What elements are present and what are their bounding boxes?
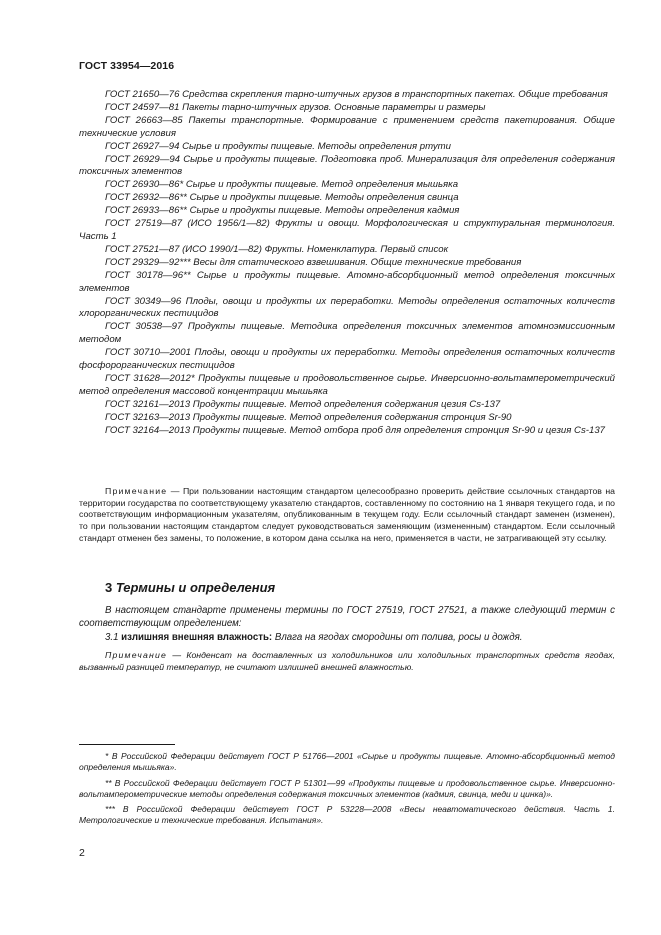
reference-item: ГОСТ 26930—86* Сырье и продукты пищевые. Метод определения мышьяка (105, 179, 459, 191)
reference-item: ГОСТ 29329—92*** Весы для статического взвешивания. Общие технические требования (105, 256, 522, 268)
normative-references-list (79, 89, 615, 437)
reference-item: ГОСТ 26929—94 Сырье и продукты пищевые. Подготовка проб. Минерализация для определения содержания токсичных элементов (79, 153, 615, 178)
section-intro-paragraph: В настоящем стандарте применены термины по ГОСТ 27519, ГОСТ 27521, а также следующий термин с соответствующим определением: (79, 605, 615, 629)
footnote-item: *** В Российской Федерации действует ГОСТ Р 53228—2008 «Весы неавтоматического действия. Часть 1. Метрологические и технические требования. Испытания». (79, 804, 615, 826)
reference-item: ГОСТ 27519—87 (ИСО 1956/1—82) Фрукты и овощи. Морфологическая и структуральная терминология. Часть 1 (79, 218, 615, 242)
term-definition (105, 631, 615, 644)
footnote-item: ** В Российской Федерации действует ГОСТ Р 51301—99 «Продукты пищевые и продовольственное сырье. Инверсионно-вольтамперометрические методы определения содержания токсичных элементов (кадмия, свинца, меди и цинка)». (79, 777, 615, 799)
reference-item: ГОСТ 32164—2013 Продукты пищевые. Метод отбора проб для определения стронция Sr-90 и цезия Cs-137 (105, 424, 605, 436)
reference-item: ГОСТ 30538—97 Продукты пищевые. Методика определения токсичных элементов атомноэмиссионным методом (79, 321, 615, 346)
footnote-item: * В Российской Федерации действует ГОСТ Р 51766—2001 «Сырье и продукты пищевые. Атомно-абсорбционный метод определения мышьяка». (79, 751, 615, 773)
footnotes (79, 751, 615, 831)
reference-item: ГОСТ 26932—86** Сырье и продукты пищевые. Методы определения свинца (105, 192, 459, 204)
section-title: Термины и определения (115, 580, 276, 595)
reference-item: ГОСТ 26663—85 Пакеты транспортные. Формирование с применением средств пакетирования. Общие технические условия (79, 114, 615, 139)
reference-item: ГОСТ 26933—86** Сырье и продукты пищевые. Методы определения кадмия (105, 205, 460, 217)
term-note-label: Примечание (105, 650, 168, 660)
reference-item: ГОСТ 30710—2001 Плоды, овощи и продукты их переработки. Методы определения остаточных количеств фосфорорганических пестицидов (79, 347, 615, 372)
term-note-text: — Конденсат на доставленных из холодильников или холодильных транспортных средств ягодах, вызванный разницей температур, не считают излишней внешней влажностью. (79, 650, 615, 672)
footnote-separator (79, 744, 175, 745)
page-header-standard-id: ГОСТ 33954—2016 (79, 60, 175, 72)
reference-item: ГОСТ 24597—81 Пакеты тарно-штучных грузов. Основные параметры и размеры (105, 101, 486, 113)
note-label: Примечание (105, 486, 168, 496)
page-number: 2 (79, 847, 85, 859)
reference-item: ГОСТ 30178—96** Сырье и продукты пищевые. Атомно-абсорбционный метод определения токсичных элементов (79, 269, 615, 294)
references-note (79, 486, 615, 545)
reference-item: ГОСТ 26927—94 Сырье и продукты пищевые. Методы определения ртути (105, 140, 451, 152)
reference-item: ГОСТ 31628—2012* Продукты пищевые и продовольственное сырье. Инверсионно-вольтамперометрический метод определения массовой концентрации мышьяка (79, 372, 615, 397)
term-number: 3.1 (105, 632, 119, 643)
term-note (79, 650, 615, 673)
note-text: — При пользовании настоящим стандартом целесообразно проверить действие ссылочных стандартов на территории государства по соответствующему указателю стандартов, составленному по состоянию на 1 января текущего года, и по соответствующим информационным указателям, опубликованным в текущем году. Если ссылочный стандарт заменен (изменен), то при пользовании настоящим стандартом следует руководствоваться заменяющим (измененным) стандартом. Если ссылочный стандарт отменен без замены, то положение, в котором дана ссылка на него, применяется в части, не затрагивающей эту ссылку. (79, 486, 615, 543)
term-definition-text: Влага на ягодах смородины от полива, росы и дождя. (274, 632, 523, 643)
section-number: 3 (105, 580, 113, 595)
reference-item: ГОСТ 32161—2013 Продукты пищевые. Метод определения содержания цезия Cs-137 (105, 398, 501, 410)
reference-item: ГОСТ 27521—87 (ИСО 1990/1—82) Фрукты. Номенклатура. Первый список (105, 243, 449, 255)
term-name: излишняя внешняя влажность: (121, 632, 273, 643)
reference-item: ГОСТ 32163—2013 Продукты пищевые. Метод определения содержания стронция Sr-90 (105, 411, 512, 423)
reference-item: ГОСТ 21650—76 Средства скрепления тарно-штучных грузов в транспортных пакетах. Общие требования (105, 89, 608, 100)
section-heading (105, 580, 275, 595)
reference-item: ГОСТ 30349—96 Плоды, овощи и продукты их переработки. Методы определения остаточных количеств хлорорганических пестицидов (79, 295, 615, 320)
